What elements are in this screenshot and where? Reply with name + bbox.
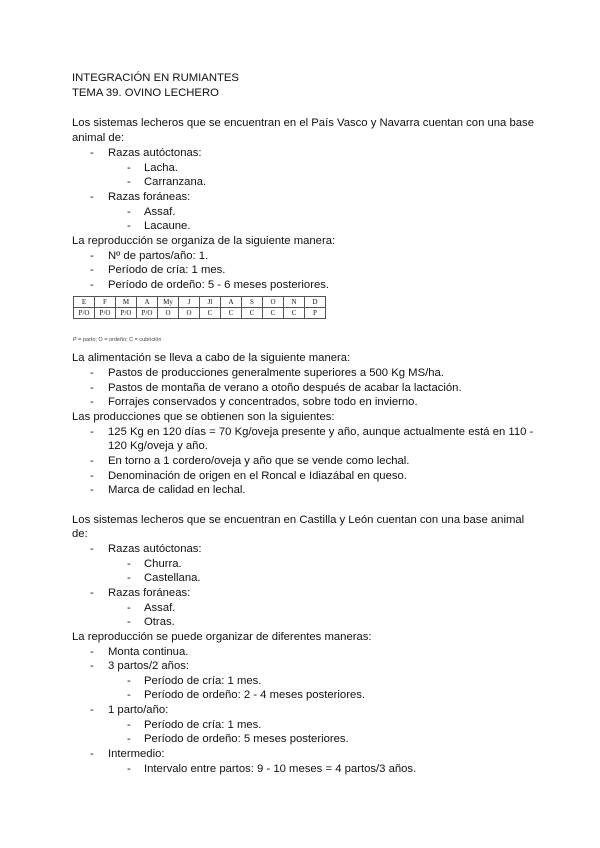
bullet-dash: - <box>90 367 94 379</box>
list-item: Intervalo entre partos: 9 - 10 meses = 4 partos/3 años. <box>144 763 417 775</box>
month-cell: My <box>158 297 179 308</box>
bullet-dash: - <box>127 733 131 745</box>
month-cell: O <box>263 297 284 308</box>
list-item: Denominación de origen en el Roncal e Idiazábal en queso. <box>108 470 407 482</box>
month-cell: A <box>137 297 158 308</box>
list-item: 3 partos/2 años: <box>108 660 190 672</box>
bullet-dash: - <box>90 382 94 394</box>
bullet-dash: - <box>90 191 94 203</box>
list-item: Lacha. <box>144 162 178 174</box>
month-cell: F <box>95 297 116 308</box>
list-item: Período de cría: 1 mes. <box>144 719 262 731</box>
list-item: Pastos de producciones generalmente superiores a 500 Kg MS/ha. <box>108 367 444 379</box>
month-cell: N <box>284 297 305 308</box>
list-item: Assaf. <box>144 602 176 614</box>
bullet-dash: - <box>127 675 131 687</box>
bullet-dash: - <box>90 455 94 467</box>
list-item: 125 Kg en 120 días = 70 Kg/oveja presente y año, aunque actualmente está en 110 - <box>108 426 534 438</box>
list-item: Otras. <box>144 616 175 628</box>
list-item: Período de ordeño: 2 - 4 meses posteriores. <box>144 689 366 701</box>
month-cell: A <box>221 297 242 308</box>
reproduction-calendar-table <box>73 296 326 319</box>
list-item: En torno a 1 cordero/oveja y año que se vende como lechal. <box>108 455 410 467</box>
list-item: Marca de calidad en lechal. <box>108 484 246 496</box>
list-item: Churra. <box>144 558 182 570</box>
calendar-legend: P = parto; O = ordeño; C = cubrición <box>73 337 162 343</box>
bullet-dash: - <box>127 206 131 218</box>
section2-intro-line1: Los sistemas lecheros que se encuentran en Castilla y León cuentan con una base animal <box>72 514 525 526</box>
foraneas-heading: Razas foráneas: <box>108 191 191 203</box>
bullet-dash: - <box>90 646 94 658</box>
bullet-dash: - <box>90 279 94 291</box>
section1-intro-line2: animal de: <box>72 132 125 144</box>
list-item: Forrajes conservados y concentrados, sobre todo en invierno. <box>108 396 418 408</box>
list-item: Assaf. <box>144 206 176 218</box>
bullet-dash: - <box>90 704 94 716</box>
month-cell: M <box>116 297 137 308</box>
list-item: Castellana. <box>144 572 201 584</box>
list-item: Período de ordeño: 5 meses posteriores. <box>144 733 349 745</box>
production-intro: Las producciones que se obtienen son la siguientes: <box>72 411 335 423</box>
bullet-dash: - <box>90 587 94 599</box>
bullet-dash: - <box>90 484 94 496</box>
topic-title: TEMA 39. OVINO LECHERO <box>72 87 219 99</box>
autoctonas-heading: Razas autóctonas: <box>108 147 202 159</box>
bullet-dash: - <box>90 396 94 408</box>
bullet-dash: - <box>90 660 94 672</box>
bullet-dash: - <box>127 602 131 614</box>
calendar-months-row <box>74 297 326 308</box>
course-title: INTEGRACIÓN EN RUMIANTES <box>72 72 239 84</box>
bullet-dash: - <box>90 748 94 760</box>
feeding-intro: La alimentación se lleva a cabo de la siguiente manera: <box>72 352 351 364</box>
section2-intro-line2: de: <box>72 528 88 540</box>
reproduction-intro: La reproducción se organiza de la siguiente manera: <box>72 235 336 247</box>
state-cell: P/O <box>95 308 116 319</box>
bullet-dash: - <box>127 220 131 232</box>
reproduction-intro: La reproducción se puede organizar de diferentes maneras: <box>72 631 372 643</box>
month-cell: S <box>242 297 263 308</box>
list-item: Pastos de montaña de verano a otoño después de acabar la lactación. <box>108 382 462 394</box>
list-item-continuation: 120 Kg/oveja y año. <box>108 440 208 452</box>
state-cell: P <box>305 308 326 319</box>
state-cell: C <box>284 308 305 319</box>
state-cell: O <box>158 308 179 319</box>
bullet-dash: - <box>127 558 131 570</box>
bullet-dash: - <box>90 147 94 159</box>
list-item: Período de cría: 1 mes. <box>144 675 262 687</box>
state-cell: P/O <box>116 308 137 319</box>
bullet-dash: - <box>127 689 131 701</box>
state-cell: C <box>221 308 242 319</box>
bullet-dash: - <box>127 763 131 775</box>
list-item: Período de ordeño: 5 - 6 meses posteriores. <box>108 279 330 291</box>
bullet-dash: - <box>127 719 131 731</box>
list-item: Carranzana. <box>144 176 207 188</box>
state-cell: P/O <box>74 308 95 319</box>
month-cell: J <box>179 297 200 308</box>
list-item: Nº de partos/año: 1. <box>108 250 209 262</box>
list-item: Lacaune. <box>144 220 191 232</box>
state-cell: C <box>200 308 221 319</box>
section1-intro-line1: Los sistemas lecheros que se encuentran en el País Vasco y Navarra cuentan con una base <box>72 117 534 129</box>
list-item: Período de cría: 1 mes. <box>108 264 226 276</box>
calendar-states-row <box>74 308 326 319</box>
bullet-dash: - <box>90 543 94 555</box>
month-cell: D <box>305 297 326 308</box>
bullet-dash: - <box>90 470 94 482</box>
month-cell: E <box>74 297 95 308</box>
bullet-dash: - <box>127 176 131 188</box>
bullet-dash: - <box>127 162 131 174</box>
bullet-dash: - <box>127 572 131 584</box>
state-cell: P/O <box>137 308 158 319</box>
state-cell: C <box>242 308 263 319</box>
list-item: 1 parto/año: <box>108 704 169 716</box>
state-cell: O <box>179 308 200 319</box>
state-cell: C <box>263 308 284 319</box>
month-cell: Jl <box>200 297 221 308</box>
foraneas-heading: Razas foráneas: <box>108 587 191 599</box>
autoctonas-heading: Razas autóctonas: <box>108 543 202 555</box>
bullet-dash: - <box>90 250 94 262</box>
bullet-dash: - <box>127 616 131 628</box>
list-item: Monta continua. <box>108 646 189 658</box>
list-item: Intermedio: <box>108 748 165 760</box>
bullet-dash: - <box>90 264 94 276</box>
bullet-dash: - <box>90 426 94 438</box>
